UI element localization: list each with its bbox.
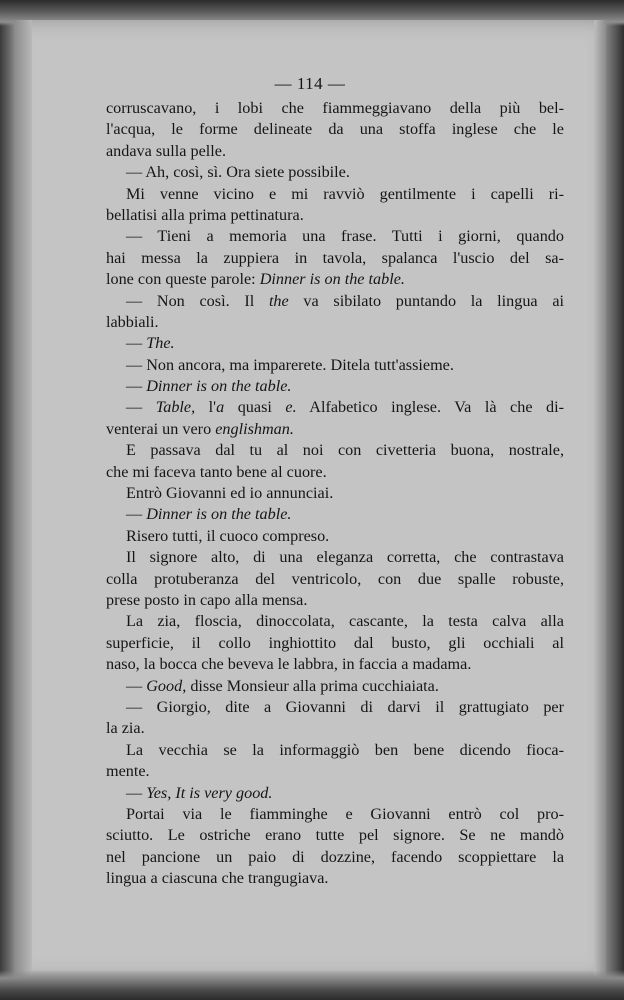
text-line [106,654,564,675]
text-span: — Non così. Il [126,291,269,310]
text-span: — Giorgio, dite a Giovanni di darvi il grattugiato per [126,697,564,716]
text-span: Portai via le fiamminghe e Giovanni entrò col pro- [126,804,564,823]
text-span: nel pancione un paio di dozzine, facendo scoppiettare la [106,847,564,866]
text-span: Alfabetico inglese. Va là che di- [296,398,564,417]
italic-span: englishman. [215,419,294,438]
text-span: La zia, floscia, dinoccolata, cascante, la testa calva alla [126,612,564,631]
italic-span: e. [285,398,297,417]
text-span: lone con queste parole: [106,270,260,289]
text-span: labbiali. [106,312,159,331]
text-span: — [126,676,147,695]
italic-span: The. [146,334,175,353]
text-line [106,205,564,226]
text-span: venterai un vero [106,419,216,438]
text-span: colla protuberanza del ventricolo, con due spalle robuste, [106,569,564,588]
italic-span: Good, [146,676,187,695]
text-line [106,697,564,718]
text-span: la zia. [106,719,145,738]
text-span: — [126,334,147,353]
text-span: superficie, il collo inghiottito dal busto, gli occhiali al [106,633,564,652]
text-line [106,633,564,654]
text-line [106,269,564,290]
text-line [106,547,564,568]
text-line [106,718,564,739]
italic-span: a [216,398,225,417]
book-page [14,20,606,978]
text-line [106,291,564,312]
text-line [106,226,564,247]
text-line [106,825,564,846]
text-span: l' [195,398,217,417]
text-line [106,761,564,782]
text-span: E passava dal tu al noi con civetteria buona, nostrale, [126,441,564,460]
page-edge [594,20,606,978]
text-span: va sibilato puntando la lingua ai [288,291,564,310]
text-line [106,98,564,119]
text-line [106,162,564,183]
text-line [106,676,564,697]
text-span: La vecchia se la informaggiò ben bene dicendo fioca- [126,740,564,759]
text-line [106,397,564,418]
text-span: — Ah, così, sì. Ora siete possibile. [126,163,350,182]
text-span: naso, la bocca che beveva le labbra, in faccia a madama. [106,655,472,674]
text-span: lingua a ciascuna che trangugiava. [106,869,329,888]
text-line [106,119,564,140]
text-line [106,590,564,611]
italic-span: Yes, It is very good. [146,783,273,802]
text-span: hai messa la zuppiera in tavola, spalanca l'uscio del sa- [106,248,564,267]
text-span: l'acqua, le forme delineate da una stoffa inglese che le [106,120,564,139]
text-span: — [126,783,147,802]
italic-span: Dinner is on the table. [146,377,292,396]
text-line [106,333,564,354]
text-span: sciutto. Le ostriche erano tutte pel signore. Se ne mandò [106,826,564,845]
italic-span: Dinner is on the table. [259,270,405,289]
text-span: mente. [106,762,150,781]
text-span: corruscavano, i lobi che fiammeggiavano della più bel- [106,99,564,117]
text-span: Entrò Giovanni ed io annunciai. [126,484,334,503]
italic-span: Table, [155,398,196,417]
text-line [106,248,564,269]
text-span: — Non ancora, ma imparerete. Ditela tutt'assieme. [126,355,454,374]
text-span: Mi venne vicino e mi ravviò gentilmente i capelli ri- [126,184,564,203]
text-line [106,376,564,397]
body-text [106,98,564,889]
text-line [106,440,564,461]
text-line [106,868,564,889]
italic-span: the [268,291,289,310]
text-line [106,312,564,333]
italic-span: Dinner is on the table. [146,505,292,524]
text-line [106,504,564,525]
page-gutter [14,20,32,978]
text-line [106,184,564,205]
text-line [106,783,564,804]
text-span: — [126,398,156,417]
text-line [106,804,564,825]
page-number: — 114 — [274,74,346,93]
text-span: — [126,505,147,524]
text-span: Il signore alto, di una eleganza corretta, che contrastava [126,548,564,567]
text-span: disse Monsieur alla prima cucchiaiata. [186,676,439,695]
text-span: prese posto in capo alla mensa. [106,590,308,609]
text-span: bellatisi alla prima pettinatura. [106,205,304,224]
text-span: — [126,377,147,396]
text-span: andava sulla pelle. [106,141,227,160]
scan-bottom-shadow [0,970,624,1000]
text-line [106,847,564,868]
text-line [106,419,564,440]
text-line [106,526,564,547]
text-line [106,462,564,483]
text-line [106,569,564,590]
text-line [106,141,564,162]
text-span: Risero tutti, il cuoco compreso. [126,526,330,545]
text-line [106,355,564,376]
text-span: che mi faceva tanto bene al cuore. [106,462,327,481]
text-line [106,483,564,504]
text-span: quasi [224,398,286,417]
text-line [106,740,564,761]
text-line [106,611,564,632]
text-span: — Tieni a memoria una frase. Tutti i giorni, quando [126,227,564,246]
